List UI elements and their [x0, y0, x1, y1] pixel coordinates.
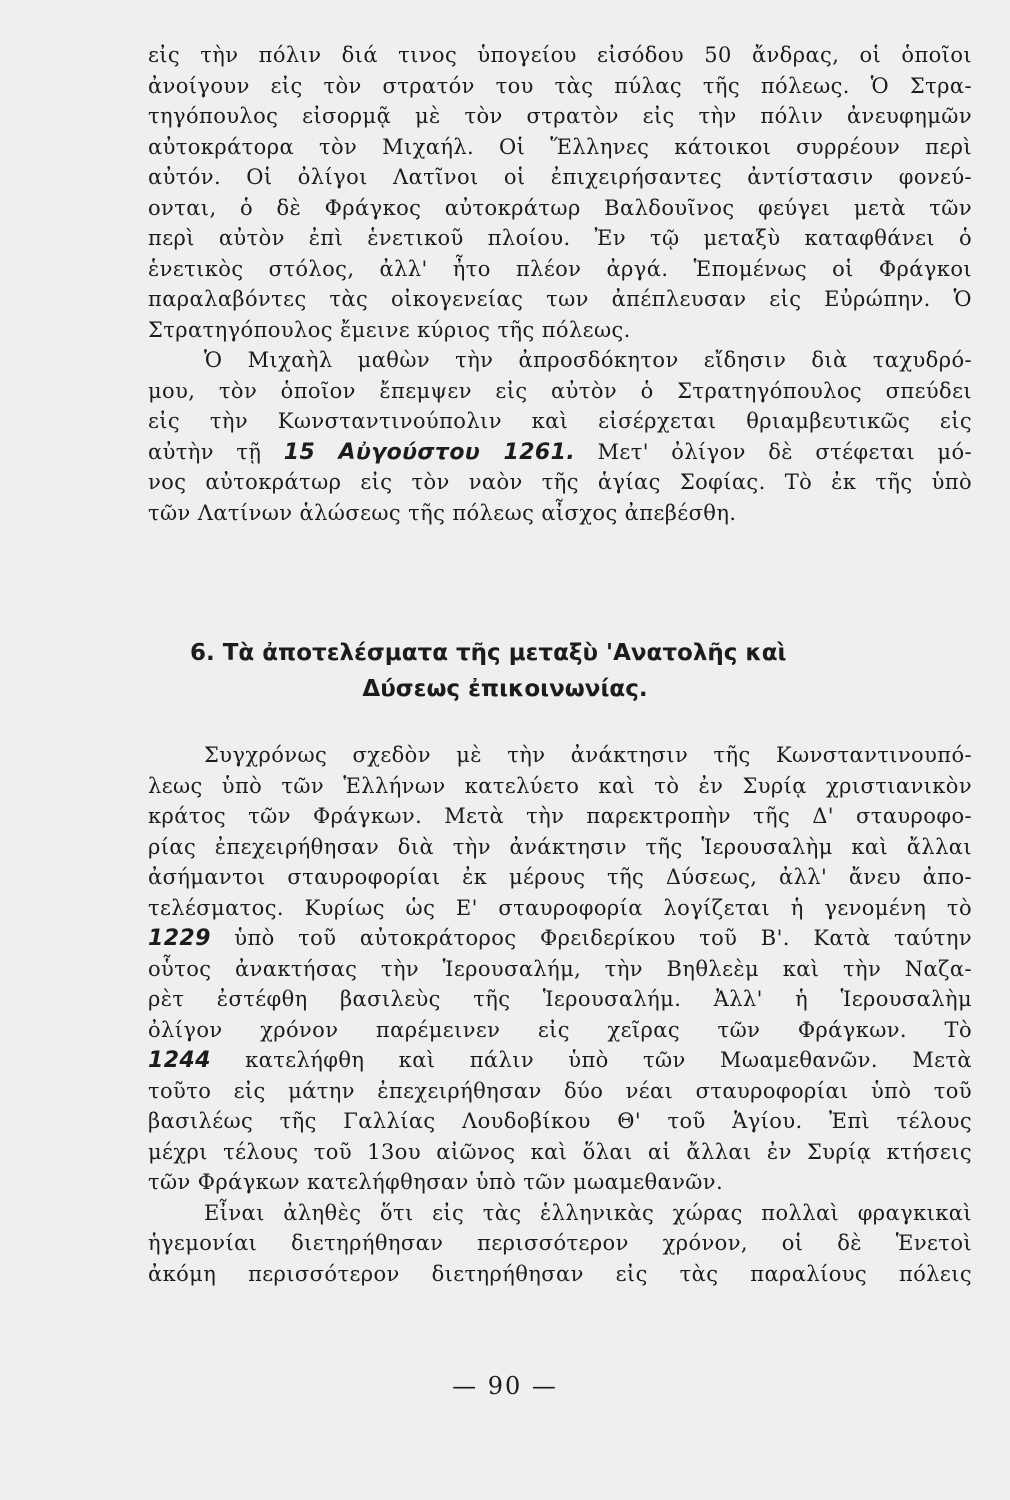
- text-line-with-year: [148, 1045, 972, 1076]
- text-line: μέχρι τέλους τοῦ 13ου αἰῶνος καὶ ὅλαι αἱ ἄλλαι ἐν Συρίᾳ κτήσεις: [148, 1139, 972, 1164]
- date-emphasis: 15 Αὐγούστου 1261.: [283, 439, 576, 465]
- text-block-bottom: [148, 740, 972, 1289]
- text-line: περὶ αὐτὸν ἐπὶ ἑνετικοῦ πλοίου. Ἐν τῷ μεταξὺ καταφθάνει ὁ: [148, 226, 972, 250]
- text-line: βασιλέως τῆς Γαλλίας Λουδοβίκου Θ' τοῦ Ἁγίου. Ἐπὶ τέλους: [148, 1109, 972, 1133]
- page-number: — 90 —: [452, 1372, 558, 1400]
- text-fragment: ὑπὸ τοῦ αὐτοκράτορος Φρειδερίκου τοῦ Β'. Κατὰ ταύτην: [210, 926, 972, 950]
- text-line: εἰς τὴν πόλιν διά τινος ὑπογείου εἰσόδου 50 ἄνδρας, οἱ ὁποῖοι: [148, 43, 972, 67]
- text-line: Συγχρόνως σχεδὸν μὲ τὴν ἀνάκτησιν τῆς Κωνσταντινουπό-: [204, 743, 972, 767]
- text-line: ἀσήμαντοι σταυροφορίαι ἐκ μέρους τῆς Δύσεως, ἀλλ' ἄνευ ἀπο-: [148, 865, 972, 889]
- text-line: τῶν Φράγκων κατελήφθησαν ὑπὸ τῶν μωαμεθανῶν.: [148, 1170, 724, 1194]
- text-line: οὗτος ἀνακτήσας τὴν Ἱερουσαλήμ, τὴν Βηθλεὲμ καὶ τὴν Ναζα-: [148, 956, 972, 981]
- text-line: ἀκόμη περισσότερον διετηρήθησαν εἰς τὰς παραλίους πόλεις: [148, 1261, 972, 1286]
- year-emphasis: 1244: [148, 1048, 211, 1073]
- year-emphasis: 1229: [148, 926, 211, 951]
- text-line: ονται, ὁ δὲ Φράγκος αὐτοκράτωρ Βαλδουῖνος φεύγει μετὰ τῶν: [148, 195, 972, 220]
- text-line: αὐτόν. Οἱ ὀλίγοι Λατῖνοι οἱ ἐπιχειρήσαντες ἀντίστασιν φονεύ-: [148, 165, 972, 189]
- text-line: εἰς τὴν Κωνσταντινούπολιν καὶ εἰσέρχεται θριαμβευτικῶς εἰς: [148, 409, 972, 433]
- text-line: κράτος τῶν Φράγκων. Μετὰ τὴν παρεκτροπὴν τῆς Δ' σταυροφο-: [148, 804, 972, 828]
- text-fragment: Μετ' ὀλίγον δὲ στέφεται μό-: [575, 439, 973, 464]
- text-line: ἑνετικὸς στόλος, ἀλλ' ἦτο πλέον ἀργά. Ἑπομένως οἱ Φράγκοι: [148, 256, 972, 281]
- text-line-with-date: [148, 437, 972, 468]
- text-line: Ὁ Μιχαὴλ μαθὼν τὴν ἀπροσδόκητον εἴδησιν διὰ ταχυδρό-: [204, 348, 972, 372]
- text-fragment: κατελήφθη καὶ πάλιν ὑπὸ τῶν Μωαμεθανῶν. Μετὰ: [210, 1048, 972, 1072]
- text-line: ρὲτ ἐστέφθη βασιλεὺς τῆς Ἱερουσαλήμ. Ἀλλ' ἡ Ἱερουσαλὴμ: [148, 987, 972, 1011]
- section-heading-line: 6. Τὰ ἀποτελέσματα τῆς μεταξὺ 'Ανατολῆς καὶ: [190, 640, 787, 666]
- text-line: αὐτοκράτορα τὸν Μιχαήλ. Οἱ Ἕλληνες κάτοικοι συρρέουν περὶ: [148, 134, 972, 159]
- text-fragment: αὐτὴν τῇ: [148, 439, 284, 464]
- text-line-with-year: [148, 923, 972, 954]
- text-line: ρίας ἐπεχειρήθησαν διὰ τὴν ἀνάκτησιν τῆς Ἱερουσαλὴμ καὶ ἄλλαι: [148, 834, 972, 859]
- text-line: τοῦτο εἰς μάτην ἐπεχειρήθησαν δύο νέαι σταυροφορίαι ὑπὸ τοῦ: [148, 1078, 972, 1103]
- text-line: ὀλίγον χρόνον παρέμεινεν εἰς χεῖρας τῶν Φράγκων. Τὸ: [148, 1017, 972, 1042]
- text-line: Στρατηγόπουλος ἔμεινε κύριος τῆς πόλεως.: [148, 317, 631, 342]
- text-line: παραλαβόντες τὰς οἰκογενείας των ἀπέπλευσαν εἰς Εὐρώπην. Ὁ: [148, 287, 972, 311]
- text-line: λεως ὑπὸ τῶν Ἑλλήνων κατελύετο καὶ τὸ ἐν Συρίᾳ χριστιανικὸν: [148, 773, 972, 798]
- text-line: ἡγεμονίαι διετηρήθησαν περισσότερον χρόνον, οἱ δὲ Ἑνετοὶ: [148, 1231, 972, 1255]
- text-line: τηγόπουλος εἰσορμᾷ μὲ τὸν στρατὸν εἰς τὴν πόλιν ἀνευφημῶν: [148, 104, 972, 128]
- section-heading-line: Δύσεως ἐπικοινωνίας.: [362, 676, 648, 702]
- text-line: τελέσματος. Κυρίως ὡς Ε' σταυροφορία λογίζεται ἡ γενομένη τὸ: [148, 895, 972, 920]
- text-line: ἀνοίγουν εἰς τὸν στρατόν του τὰς πύλας τῆς πόλεως. Ὁ Στρα-: [148, 73, 972, 98]
- text-line: Εἶναι ἀληθὲς ὅτι εἰς τὰς ἑλληνικὰς χώρας πολλαὶ φραγκικαὶ: [204, 1200, 972, 1225]
- text-line: μου, τὸν ὁποῖον ἔπεμψεν εἰς αὐτὸν ὁ Στρατηγόπουλος σπεύδει: [148, 378, 972, 403]
- text-block-top: [148, 40, 972, 528]
- section-heading: [190, 635, 910, 707]
- text-line: νος αὐτοκράτωρ εἰς τὸν ναὸν τῆς ἁγίας Σοφίας. Τὸ ἐκ τῆς ὑπὸ: [148, 470, 972, 494]
- text-line: τῶν Λατίνων ἁλώσεως τῆς πόλεως αἶσχος ἀπεβέσθη.: [148, 500, 737, 525]
